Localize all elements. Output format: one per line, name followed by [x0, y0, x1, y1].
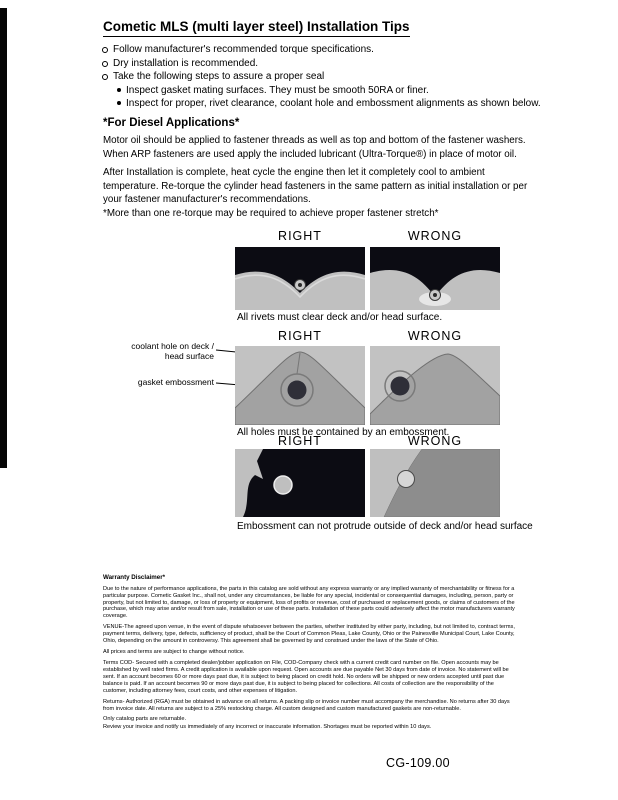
list-item	[102, 44, 598, 55]
tip-text: Dry installation is recommended.	[113, 57, 259, 69]
legal-paragraph: All prices and terms are subject to change without notice.	[103, 649, 245, 656]
legal-paragraph: Due to the nature of performance applications, the parts in this catalog are sold without any express warranty or any implied warranty of merchantability or fitness for a particular purpose. Cometic Gasket Inc., shall not, under any circumstances, be liable for any special, incidental or consequential damages, including, person, party or property, but not limited to, damage, or loss of property or equipment, loss of profits or revenue, cost of purchased or replacement goods, or claims of customers of the purchase, which may arise and/or result from sale, installation or use of these parts. Installation of these parts could adversely affect the motor manufacturers warranty coverage.	[103, 585, 515, 620]
row1-wrong-label: WRONG	[407, 229, 463, 243]
embossment-hole-icon	[274, 476, 292, 494]
row3-wrong-label: WRONG	[407, 434, 463, 448]
list-item	[117, 85, 598, 96]
diagram-embossment-right-panel	[235, 346, 365, 425]
coolant-hole-callout: coolant hole on deck / head surface	[131, 341, 214, 362]
diagram-rivet-right-panel	[235, 247, 365, 310]
legal-paragraph: Only catalog parts are returnable.	[103, 716, 187, 723]
legal-paragraph: Terms COD- Secured with a completed dealer/jobber application on File, COD-Company check with a current credit card number on file. Open accounts may be established by well rated firms. A credit application is available upon request. Open accounts are due payable Net 30 days from date of invoice. No statement will be sent. If an account becomes 60 or more days past due, it is subject to being placed on credit hold. No orders will be shipped or new orders accepted until past due balance is paid. If an account becomes 90 or more days past due, it is subject to being placed for collections. All costs of collection are the responsibility of the customer, including attorney fees, court costs, and other expenses of litigation.	[103, 659, 509, 694]
open-bullet-icon	[102, 74, 108, 80]
tip-text: Take the following steps to assure a proper seal	[113, 71, 325, 83]
row2-right-label: RIGHT	[278, 329, 322, 343]
tip-text: Inspect for proper, rivet clearance, coolant hole and embossment alignments as shown below.	[126, 98, 541, 110]
list-item	[102, 71, 598, 82]
installation-tips-list	[102, 44, 598, 112]
list-item	[102, 58, 598, 69]
diesel-paragraph-2: After Installation is complete, heat cycle the engine then let it completely cool to ambient temperature. Re-torque the cylinder head fasteners in the same pattern as initial installation or per your fastener manufacturer's recommendations.	[103, 167, 528, 206]
page-code: CG-109.00	[386, 756, 450, 770]
list-item	[117, 98, 598, 109]
diagram-rivet-wrong-panel	[370, 247, 500, 310]
legal-paragraph: Returns- Authorized (RGA) must be obtained in advance on all returns. A packing slip or invoice number must accompany the merchandise. No returns after 30 days from invoice date. All returns are subject to a 25% restocking charge. All custom designed and custom manufactured gaskets are non-returnable.	[103, 698, 510, 712]
diesel-paragraph-1: Motor oil should be applied to fastener threads as well as top and bottom of the fastener washers. When ARP fasteners are used apply the included lubricant (Ultra-Torque®) in place of motor oil.	[103, 135, 526, 160]
open-bullet-icon	[102, 47, 108, 53]
legal-paragraph: Review your invoice and notify us immediately of any incorrect or inaccurate information. Shortages must be reported within 10 days.	[103, 724, 432, 731]
row3-right-label: RIGHT	[278, 434, 322, 448]
row1-right-label: RIGHT	[278, 229, 322, 243]
diagram-protrusion-right-panel	[235, 449, 365, 517]
open-bullet-icon	[102, 61, 108, 67]
retorque-note: *More than one re-torque may be required to achieve proper fastener stretch*	[103, 208, 439, 219]
legal-heading: Warranty Disclaimer*	[103, 574, 166, 581]
row3-caption: Embossment can not protrude outside of deck and/or head surface	[237, 521, 533, 532]
diesel-heading: *For Diesel Applications*	[103, 117, 240, 129]
row1-caption: All rivets must clear deck and/or head surface.	[237, 312, 443, 323]
row2-wrong-label: WRONG	[407, 329, 463, 343]
page-title: Cometic MLS (multi layer steel) Installation Tips	[103, 19, 410, 37]
left-black-bar	[0, 8, 7, 468]
filled-bullet-icon	[117, 101, 121, 105]
embossment-hole-icon	[398, 471, 415, 488]
coolant-hole-icon	[391, 377, 410, 396]
diagram-embossment-wrong-panel	[370, 346, 500, 425]
deck-dark-shape	[243, 449, 365, 517]
warranty-disclaimer	[103, 574, 515, 735]
diagram-protrusion-wrong-panel	[370, 449, 500, 517]
filled-bullet-icon	[117, 88, 121, 92]
tip-text: Inspect gasket mating surfaces. They must be smooth 50RA or finer.	[126, 84, 429, 96]
embossment-callout: gasket embossment	[137, 377, 214, 387]
tip-text: Follow manufacturer's recommended torque specifications.	[113, 44, 374, 55]
legal-paragraph: VENUE-The agreed upon venue, in the event of dispute whatsoever between the parties, whether instituted by either party, including, but not limited to, contract terms, payment terms, delivery, type, defects, sufficiency of product, shall be the Court of Common Pleas, Lake County, Ohio or the Painesville Municipal Court, Lake County, Ohio, depending on the amount in controversy. This agreement shall be governed by and construed under the laws of the State of Ohio.	[103, 624, 515, 645]
row2-caption: All holes must be contained by an embossment.	[237, 427, 450, 438]
coolant-hole-icon	[288, 381, 307, 400]
